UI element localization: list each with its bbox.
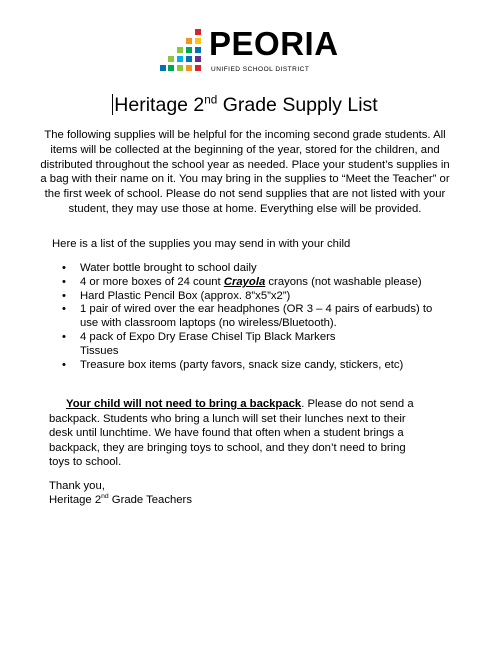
teachers-line: Heritage 2nd Grade Teachers xyxy=(49,493,192,507)
signature-block xyxy=(49,479,192,507)
list-item: • Treasure box items (party favors, snack size candy, stickers, etc) xyxy=(62,358,404,371)
logo-wordmark: PEORIA xyxy=(209,25,339,62)
thanks-line: Thank you, xyxy=(49,480,105,492)
intro-paragraph: The following supplies will be helpful for the incoming second grade students. All items will be collected at the beginning of the year, stored for the children, and distributed throughout the school year as needed. Place your student’s supplies in a bag with their name on it. You may bring in the supplies to “Meet the Teacher” or the first week of school. Please do not send supplies that are not listed with your student, they may use those at home. Everything else will be provided. xyxy=(40,129,450,215)
list-item: • Hard Plastic Pencil Box (approx. 8”x5”x2”) xyxy=(62,289,291,302)
page-title: Heritage 2nd Grade Supply List xyxy=(114,93,378,116)
backpack-paragraph: Your child will not need to bring a backpack. Please do not send a backpack. Students who bring a lunch will set their lunches next to their desk until lunchtime. We have found that often when a student brings a backpack, they are bringing toys to school, and they don’t need to bring toys to school. xyxy=(49,398,414,468)
logo-mark-icon xyxy=(160,29,206,75)
bullet-icon: • xyxy=(62,275,66,288)
logo-subtitle: UNIFIED SCHOOL DISTRICT xyxy=(211,66,310,73)
list-item: • 4 or more boxes of 24 count Crayola crayons (not washable please) xyxy=(62,275,422,288)
bullet-icon: • xyxy=(62,303,66,316)
list-item: • 1 pair of wired over the ear headphones (OR 3 – 4 pairs of earbuds) to use with classroom laptops (no wireless/Bluetooth). xyxy=(62,303,433,330)
backpack-notice: Your child will not need to bring a backpack xyxy=(66,398,302,410)
list-item-continuation: Tissues xyxy=(80,344,119,357)
supply-list xyxy=(61,262,451,372)
list-lead-in: Here is a list of the supplies you may send in with your child xyxy=(52,238,351,250)
district-logo xyxy=(160,25,340,79)
bullet-icon: • xyxy=(62,330,66,343)
bullet-icon: • xyxy=(62,289,66,302)
list-item: • 4 pack of Expo Dry Erase Chisel Tip Black Markers Tissues xyxy=(61,331,451,359)
bullet-icon: • xyxy=(62,262,66,274)
brand-name: Crayola xyxy=(223,275,266,288)
list-item: • Water bottle brought to school daily xyxy=(62,262,257,274)
bullet-icon: • xyxy=(62,358,66,371)
